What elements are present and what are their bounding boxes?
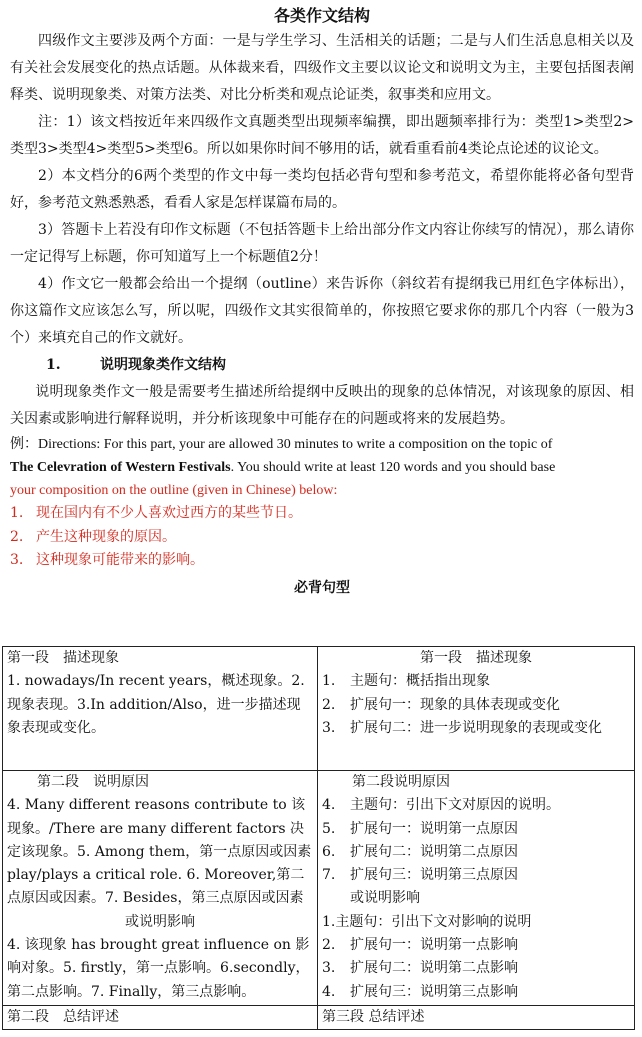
example-after-topic: . You should write at least 120 words and you should base <box>230 460 556 475</box>
row2-right-sub-first: 1.主题句：引出下文对影响的说明 <box>322 913 532 930</box>
row2-right-subheading: 或说明影响 <box>350 890 420 907</box>
note-paragraph-1: 注：1）该文档按近年来四级作文真题类型出现频率编撰，即出题频率排行为：类型1>类型2>类型3>类型4>类型5>类型6。所以如果你时间不够用的话，就看重看前4类论点论述的议论文。 <box>10 114 634 157</box>
row2-left-subheading: 或说明影响 <box>125 913 195 930</box>
row2-left-body2: 4. 该现象 has brought great influence on 影响对象。5. firstly，第一点影响。6.secondly，第二点影响。7. Finally，第三点影响。 <box>7 937 310 1000</box>
section-number: 1. <box>46 357 61 373</box>
note-paragraph-3: 3）答题卡上若没有印作文标题（不包括答题卡上给出部分作文内容让你续写的情况），那么请你一定记得写上标题，你可知道写上一个标题值2分！ <box>10 222 634 265</box>
table-row <box>3 771 635 1006</box>
example-directions <box>10 433 634 502</box>
outline-item: 2. 产生这种现象的原因。 <box>10 528 176 545</box>
list-item: 7. 扩展句三：说明第三点原因 <box>322 867 518 884</box>
list-item: 4. 主题句：引出下文对原因的说明。 <box>322 797 560 814</box>
list-item: 2. 扩展句一：说明第一点影响 <box>322 937 518 954</box>
outline-item: 1. 现在国内有不少人喜欢过西方的某些节日。 <box>10 505 302 521</box>
list-item: 5. 扩展句一：说明第一点原因 <box>322 820 518 837</box>
table-cell <box>3 771 318 1006</box>
sentence-pattern-table <box>2 646 635 1030</box>
example-lead: 例：Directions: For this part, your are allowed 30 minutes to write a composition on the topic of <box>10 437 553 452</box>
row2-right-list-2 <box>322 934 630 1004</box>
example-outline-list <box>10 502 634 573</box>
row1-left-heading: 第一段 描述现象 <box>7 650 119 666</box>
list-item: 3. 扩展句二：进一步说明现象的表现或变化 <box>322 719 602 736</box>
row1-right-list <box>322 670 630 740</box>
row2-left-body: 4. Many different reasons contribute to 该现象。/There are many different factors 决定该现象。5. Among them，第一点原因或因素play/plays a critical role. 6. Moreover,第二点原因或因素。7. Besides，第三点原因或因素 <box>7 797 312 907</box>
row1-left-body: 1. nowadays/In recent years，概述现象。2. 现象表现。3.In addition/Also，进一步描述现象表现或变化。 <box>7 673 305 736</box>
row3-left-cell: 第二段 总结评述 <box>3 1006 318 1030</box>
outline-item: 3. 这种现象可能带来的影响。 <box>10 552 204 568</box>
intro-paragraph-1: 四级作文主要涉及两个方面：一是与学生学习、生活相关的话题；二是与人们生活息息相关以及有关社会发展变化的热点话题。从体裁来看，四级作文主要以议论文和说明文为主，主要包括图表阐释类、说明现象类、对策方法类、对比分析类和观点论证类，叙事类和应用文。 <box>10 33 634 103</box>
table-row <box>3 647 635 771</box>
row2-left-heading: 第二段 说明原因 <box>37 774 149 790</box>
table-title: 必背句型 <box>294 579 350 596</box>
example-topic: The Celevration of Western Festivals <box>10 460 231 475</box>
list-item: 3. 扩展句二：说明第二点影响 <box>322 960 518 977</box>
note-paragraph-4: 4）作文它一般都会给出一个提纲（outline）来告诉你（斜纹若有提纲我已用红色字体标出），你这篇作文应该怎么写，所以呢，四级作文其实很简单的，你按照它要求你的那几个内容（一般为3个）来填充自己的作文就好。 <box>10 276 634 346</box>
list-item: 2. 扩展句一：现象的具体表现或变化 <box>322 696 560 713</box>
document-page <box>10 4 634 599</box>
section-description: 说明现象类作文一般是需要考生描述所给提纲中反映出的现象的总体情况，对该现象的原因、相关因素或影响进行解释说明，并分析该现象中可能存在的问题或将来的发展趋势。 <box>10 384 634 427</box>
section-heading <box>10 352 634 379</box>
document-title: 各类作文结构 <box>273 6 370 25</box>
list-item: 4. 扩展句三：说明第三点影响 <box>322 983 518 1000</box>
row2-right-heading: 第二段说明原因 <box>352 774 450 790</box>
table-cell <box>318 647 635 771</box>
example-outline-intro: your composition on the outline (given in Chinese) below: <box>10 483 338 498</box>
list-item: 6. 扩展句二：说明第二点原因 <box>322 843 518 860</box>
table-row <box>3 1006 635 1030</box>
list-item: 1. 主题句：概括指出现象 <box>322 673 490 690</box>
row3-right-cell: 第三段 总结评述 <box>318 1006 635 1030</box>
row2-right-list <box>322 794 630 887</box>
table-cell <box>3 647 318 771</box>
section-title: 说明现象类作文结构 <box>100 357 226 373</box>
row1-right-heading: 第一段 描述现象 <box>420 650 532 666</box>
table-cell <box>318 771 635 1006</box>
note-paragraph-2: 2）本文档分的6两个类型的作文中每一类均包括必背句型和参考范文，希望你能将必备句型背好，参考范文熟悉熟悉，看看人家是怎样谋篇布局的。 <box>10 168 634 211</box>
